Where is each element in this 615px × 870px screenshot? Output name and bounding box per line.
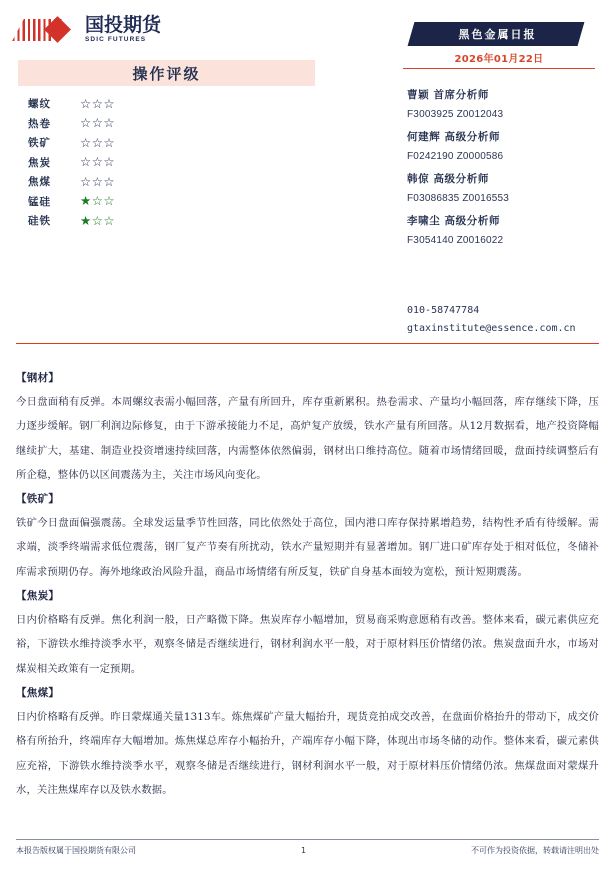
- rating-row-rejuan: [18, 114, 318, 134]
- rating-stars: ★☆☆: [80, 212, 116, 228]
- analyst-license-code: F03086835 Z0016553: [407, 193, 510, 204]
- logo-mark-icon: [18, 17, 80, 43]
- section-heading: 【钢材】: [16, 372, 60, 384]
- section-jiaomei: [16, 683, 599, 802]
- analyst-list: [407, 86, 607, 254]
- analyst-entry: [407, 128, 607, 166]
- report-title-banner: [405, 22, 590, 46]
- rating-label: 硅铁: [28, 215, 51, 228]
- rating-list: [18, 94, 318, 231]
- footer-copyright: 本报告版权属于国投期货有限公司: [16, 846, 136, 855]
- footer-divider: [16, 839, 599, 840]
- rating-label: 焦煤: [28, 176, 51, 189]
- report-date: 2026年01月22日: [403, 50, 595, 69]
- rating-stars: ☆☆☆: [80, 115, 116, 130]
- logo-name-en: SDIC FUTURES: [85, 36, 147, 44]
- analyst-license-code: F3003925 Z0012043: [407, 109, 504, 120]
- contact-email[interactable]: gtaxinstitute@essence.com.cn: [407, 323, 576, 334]
- footer-disclaimer: 不可作为投资依据，转载请注明出处: [471, 846, 599, 855]
- rating-stars: ★☆☆: [80, 193, 116, 208]
- analyst-license-code: F3054140 Z0016022: [407, 235, 504, 246]
- rating-label: 锰硅: [28, 195, 51, 208]
- analyst-entry: [407, 86, 607, 124]
- analyst-name: 何建辉 高级分析师: [407, 131, 501, 143]
- rating-row-guitie: [18, 211, 318, 231]
- report-header: [0, 0, 615, 344]
- logo-wordmark: [85, 16, 161, 44]
- section-gangcai: [16, 368, 599, 487]
- rating-stars: ☆☆☆: [80, 134, 116, 150]
- contact-block: [407, 302, 612, 338]
- rating-stars: ☆☆☆: [80, 95, 116, 111]
- rating-row-tiekuang: [18, 133, 318, 153]
- logo-name-cn: 国投期货: [85, 14, 162, 37]
- rating-row-jiaotan: [18, 153, 318, 173]
- rating-label: 热卷: [28, 117, 51, 130]
- footer-page-number: 1: [300, 846, 307, 855]
- rating-label: 铁矿: [28, 137, 51, 150]
- analyst-name: 韩倞 高级分析师: [407, 173, 489, 185]
- analyst-name: 曹颖 首席分析师: [407, 89, 489, 101]
- report-body: [16, 368, 599, 804]
- analyst-entry: [407, 212, 607, 250]
- rating-row-luowen: [18, 94, 318, 114]
- company-logo: [18, 13, 161, 47]
- rating-stars: ☆☆☆: [80, 173, 116, 189]
- section-jiaotan: [16, 586, 599, 681]
- section-text: 今日盘面稍有反弹。本周螺纹表需小幅回落，产量有所回升，库存重新累积。热卷需求、产量均小幅回落，库存继续下降，压力逐步缓解。钢厂利润边际修复，由于下游承接能力不足，高炉复产放缓，铁水产量有所回落。从12月数据看，地产投资降幅继续扩大，基建、制造业投资增速持续回落，内需整体依然偏弱，钢材出口维持高位。随着市场情绪回暖，盘面持续调整后有所企稳，整体仍以区间震荡为主，关注市场风向变化。: [16, 396, 599, 481]
- section-heading: 【焦炭】: [16, 590, 60, 603]
- page-footer: [16, 845, 599, 856]
- section-text: 铁矿今日盘面偏强震荡。全球发运量季节性回落，同比依然处于高位，国内港口库存保持累增趋势，结构性矛盾有待缓解。需求端，淡季终端需求低位震荡，钢厂复产节奏有所扰动，铁水产量短期并有显著增加。钢厂进口矿库存处于相对低位，冬储补库需求预期仍存。海外地缘政治风险升温，商品市场情绪有所反复，铁矿自身基本面较为宽松，预计短期震荡。: [16, 517, 599, 578]
- rating-row-jiaomei: [18, 172, 318, 192]
- analyst-name: 李啸尘 高级分析师: [407, 215, 501, 227]
- rating-label: 焦炭: [28, 156, 51, 169]
- analyst-license-code: F0242190 Z0000586: [407, 151, 504, 162]
- section-heading: 【铁矿】: [16, 493, 60, 506]
- rating-panel-title-text: 操作评级: [132, 64, 201, 83]
- section-heading: 【焦煤】: [16, 686, 60, 699]
- rating-row-mengui: [18, 192, 318, 212]
- rating-label: 螺纹: [28, 98, 51, 111]
- rating-stars: ☆☆☆: [80, 154, 116, 169]
- header-divider: [16, 343, 599, 344]
- banner-title-text: 黑色金属日报: [458, 28, 537, 41]
- contact-phone[interactable]: 010-58747784: [407, 305, 480, 316]
- section-text: 日内价格略有反弹。昨日蒙煤通关量1313车。炼焦煤矿产量大幅抬升，现货竞拍成交改善，在盘面价格抬升的带动下，成交价格有所抬升，终端库存大幅增加。炼焦煤总库存小幅抬升，产端库存小幅下降，体现出市场冬储的动作。整体来看，碳元素供应充裕，下游铁水维持淡季水平，观察冬储是否继续进行，钢材利润水平一般，对于原材料压价情绪仍浓。焦煤盘面对蒙煤升水，关注焦煤库存以及铁水数据。: [16, 710, 599, 796]
- section-tiekuang: [16, 489, 599, 584]
- section-text: 日内价格略有反弹。焦化利润一般，日产略微下降。焦炭库存小幅增加，贸易商采购意愿稍有改善。整体来看，碳元素供应充裕，下游铁水维持淡季水平，观察冬储是否继续进行，钢材利润水平一般，对于原材料压价情绪仍浓。焦炭盘面升水，市场对煤炭相关政策有一定预期。: [16, 614, 599, 675]
- analyst-entry: [407, 170, 607, 208]
- rating-panel-title: [18, 60, 315, 86]
